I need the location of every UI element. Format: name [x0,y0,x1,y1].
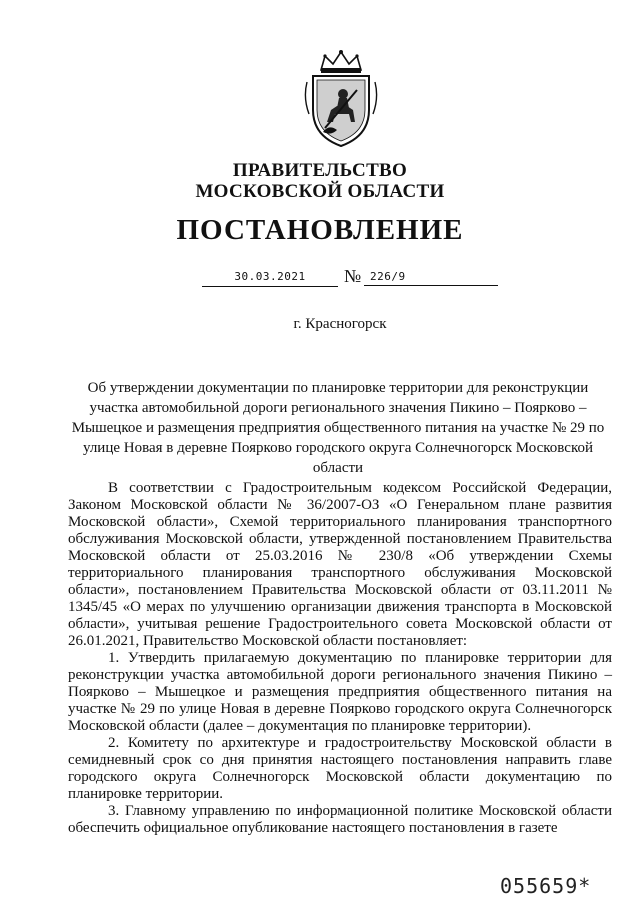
body-item-3: 3. Главному управлению по информационной политике Московской области обеспечить официальное опубликование настоящего постановления в газете [68,803,612,836]
moscow-region-coat-of-arms-icon [303,48,379,148]
government-name-line1: ПРАВИТЕЛЬСТВО [232,160,408,181]
body-item-2: 2. Комитету по архитектуре и градостроительству Московской области в семидневный срок со дня принятия настоящего постановления направить главе городского округа Солнечногорск Московской области документацию по планировке территории. [68,735,612,802]
registration-stamp: 055659* [500,874,592,898]
document-number: 226/9 [364,268,498,286]
body-item-1: 1. Утвердить прилагаемую документацию по планировке территории для реконструкции участка автомобильной дороги регионального значения Пикино – Поярково – Мышецкое и размещения предприятия общественного питания на участке № 29 по улице Новая в деревне Поярково городского округа Солнечногорск Московской области (далее – документация по планировке территории). [68,650,612,734]
document-subject: Об утверждении документации по планировке территории для реконструкции участка автомобильной дороги регионального значения Пикино – Поярково – Мышецкое и размещения предприятия общественного питания на участке № 29 по улице Новая в деревне Поярково городского округа Солнечногорск Московской области [71,380,605,476]
issue-city: г. Красногорск [293,316,387,332]
government-name-line2: МОСКОВСКОЙ ОБЛАСТИ [195,181,445,202]
body-preamble: В соответствии с Градостроительным кодексом Российской Федерации, Законом Московской области № 36/2007-ОЗ «О Генеральном плане развития Московской области», Схемой территориального планирования транспортного обслуживания Московской области, утвержденной постановлением Правительства Московской области от 25.03.2016 № 230/8 «Об утверждении Схемы территориального планирования транспортного обслуживания Московской области», постановлением Правительства Московской области от 03.11.2011 № 1345/45 «О мерах по улучшению организации движения транспорта в Московской области», учитывая решение Градостроительного совета Московской области от 26.01.2021, Правительство Московской области постановляет: [68,480,612,649]
document-body [68,480,612,837]
number-sign: № [344,266,362,286]
document-date: 30.03.2021 [202,268,338,287]
document-type-title: ПОСТАНОВЛЕНИЕ [176,214,464,246]
